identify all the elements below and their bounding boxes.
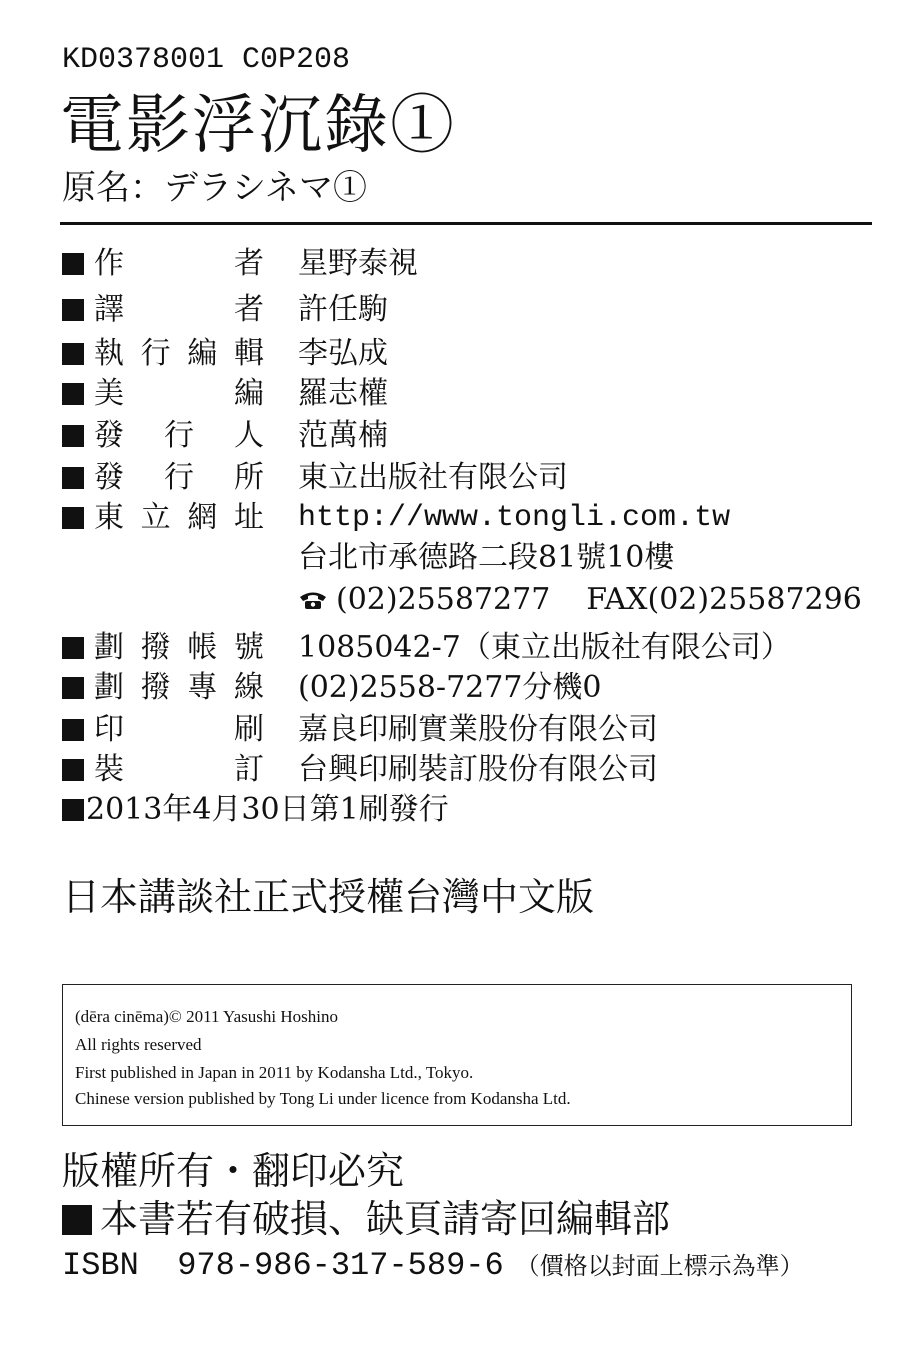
- damage-notice-line: [62, 1194, 670, 1244]
- telephone-icon: [298, 581, 328, 601]
- credit-label: 譯 者: [94, 292, 264, 327]
- bullet-square: [62, 799, 84, 821]
- credit-label: 東 立 網 址: [94, 500, 264, 535]
- original-title: 原名：デラシネマ①: [62, 168, 367, 208]
- credit-value: 星野泰視: [298, 246, 418, 281]
- credit-value: 台興印刷裝訂股份有限公司: [298, 752, 658, 787]
- isbn-line: [62, 1244, 804, 1291]
- credit-label: 劃 撥 專 線: [94, 670, 264, 705]
- credit-value: 1085042-7（東立出版社有限公司）: [298, 630, 791, 665]
- bullet-square: [62, 1205, 92, 1235]
- bullet-square: [62, 677, 84, 699]
- fax-number: FAX(02)25587296: [586, 582, 862, 617]
- copyright-line: Chinese version published by Tong Li under licence from Kodansha Ltd.: [75, 1089, 571, 1108]
- bullet-square: [62, 299, 84, 321]
- credit-value: 東立出版社有限公司: [298, 460, 568, 495]
- print-date-line: [62, 790, 449, 830]
- credit-label: 劃 撥 帳 號: [94, 630, 264, 665]
- license-statement: 日本講談社正式授權台灣中文版: [62, 875, 595, 919]
- credit-label: 作 者: [94, 246, 264, 281]
- credit-value: 范萬楠: [298, 418, 388, 453]
- credit-value: 許任駒: [298, 292, 388, 327]
- credit-value: 李弘成: [298, 336, 388, 371]
- bullet-square: [62, 343, 84, 365]
- bullet-square: [62, 507, 84, 529]
- bullet-square: [62, 253, 84, 275]
- credit-value: 嘉良印刷實業股份有限公司: [298, 712, 658, 747]
- bullet-square: [62, 719, 84, 741]
- bullet-square: [62, 383, 84, 405]
- book-code: KD0378001 C0P208: [62, 43, 351, 77]
- credit-label: 美 編: [94, 376, 264, 411]
- credit-label: 印 刷: [94, 712, 264, 747]
- bullet-square: [62, 637, 84, 659]
- credit-label: 發 行 所: [94, 460, 264, 495]
- bullet-square: [62, 467, 84, 489]
- credit-label: 執 行 編 輯: [94, 336, 264, 371]
- rights-reserved: 版權所有・翻印必究: [62, 1149, 405, 1193]
- price-note: （價格以封面上標示為準）: [515, 1252, 804, 1280]
- copyright-box: [62, 984, 852, 1126]
- book-title: 電影浮沉錄①: [60, 89, 456, 163]
- copyright-line: (dēra cinēma)© 2011 Yasushi Hoshino: [75, 1007, 339, 1026]
- copyright-line: All rights reserved: [75, 1035, 202, 1054]
- damage-notice: 本書若有破損、缺頁請寄回編輯部: [100, 1197, 671, 1241]
- credit-value: http://www.tongli.com.tw: [298, 501, 731, 535]
- contact-line: [298, 580, 862, 620]
- bullet-square: [62, 425, 84, 447]
- credit-label: 裝 訂: [94, 752, 264, 787]
- isbn: ISBN 978-986-317-589-6: [62, 1247, 504, 1284]
- copyright-line: First published in Japan in 2011 by Kodansha Ltd., Tokyo.: [75, 1063, 474, 1082]
- phone-number: (02)25587277: [336, 582, 551, 617]
- print-date: 2013年4月30日第1刷發行: [86, 792, 449, 827]
- credit-value: (02)2558-7277分機0: [298, 670, 602, 705]
- header-divider: [60, 222, 872, 225]
- credit-value: 羅志權: [298, 376, 388, 411]
- credit-label: 發 行 人: [94, 418, 264, 453]
- bullet-square: [62, 759, 84, 781]
- publisher-address: 台北市承德路二段81號10樓: [298, 540, 675, 575]
